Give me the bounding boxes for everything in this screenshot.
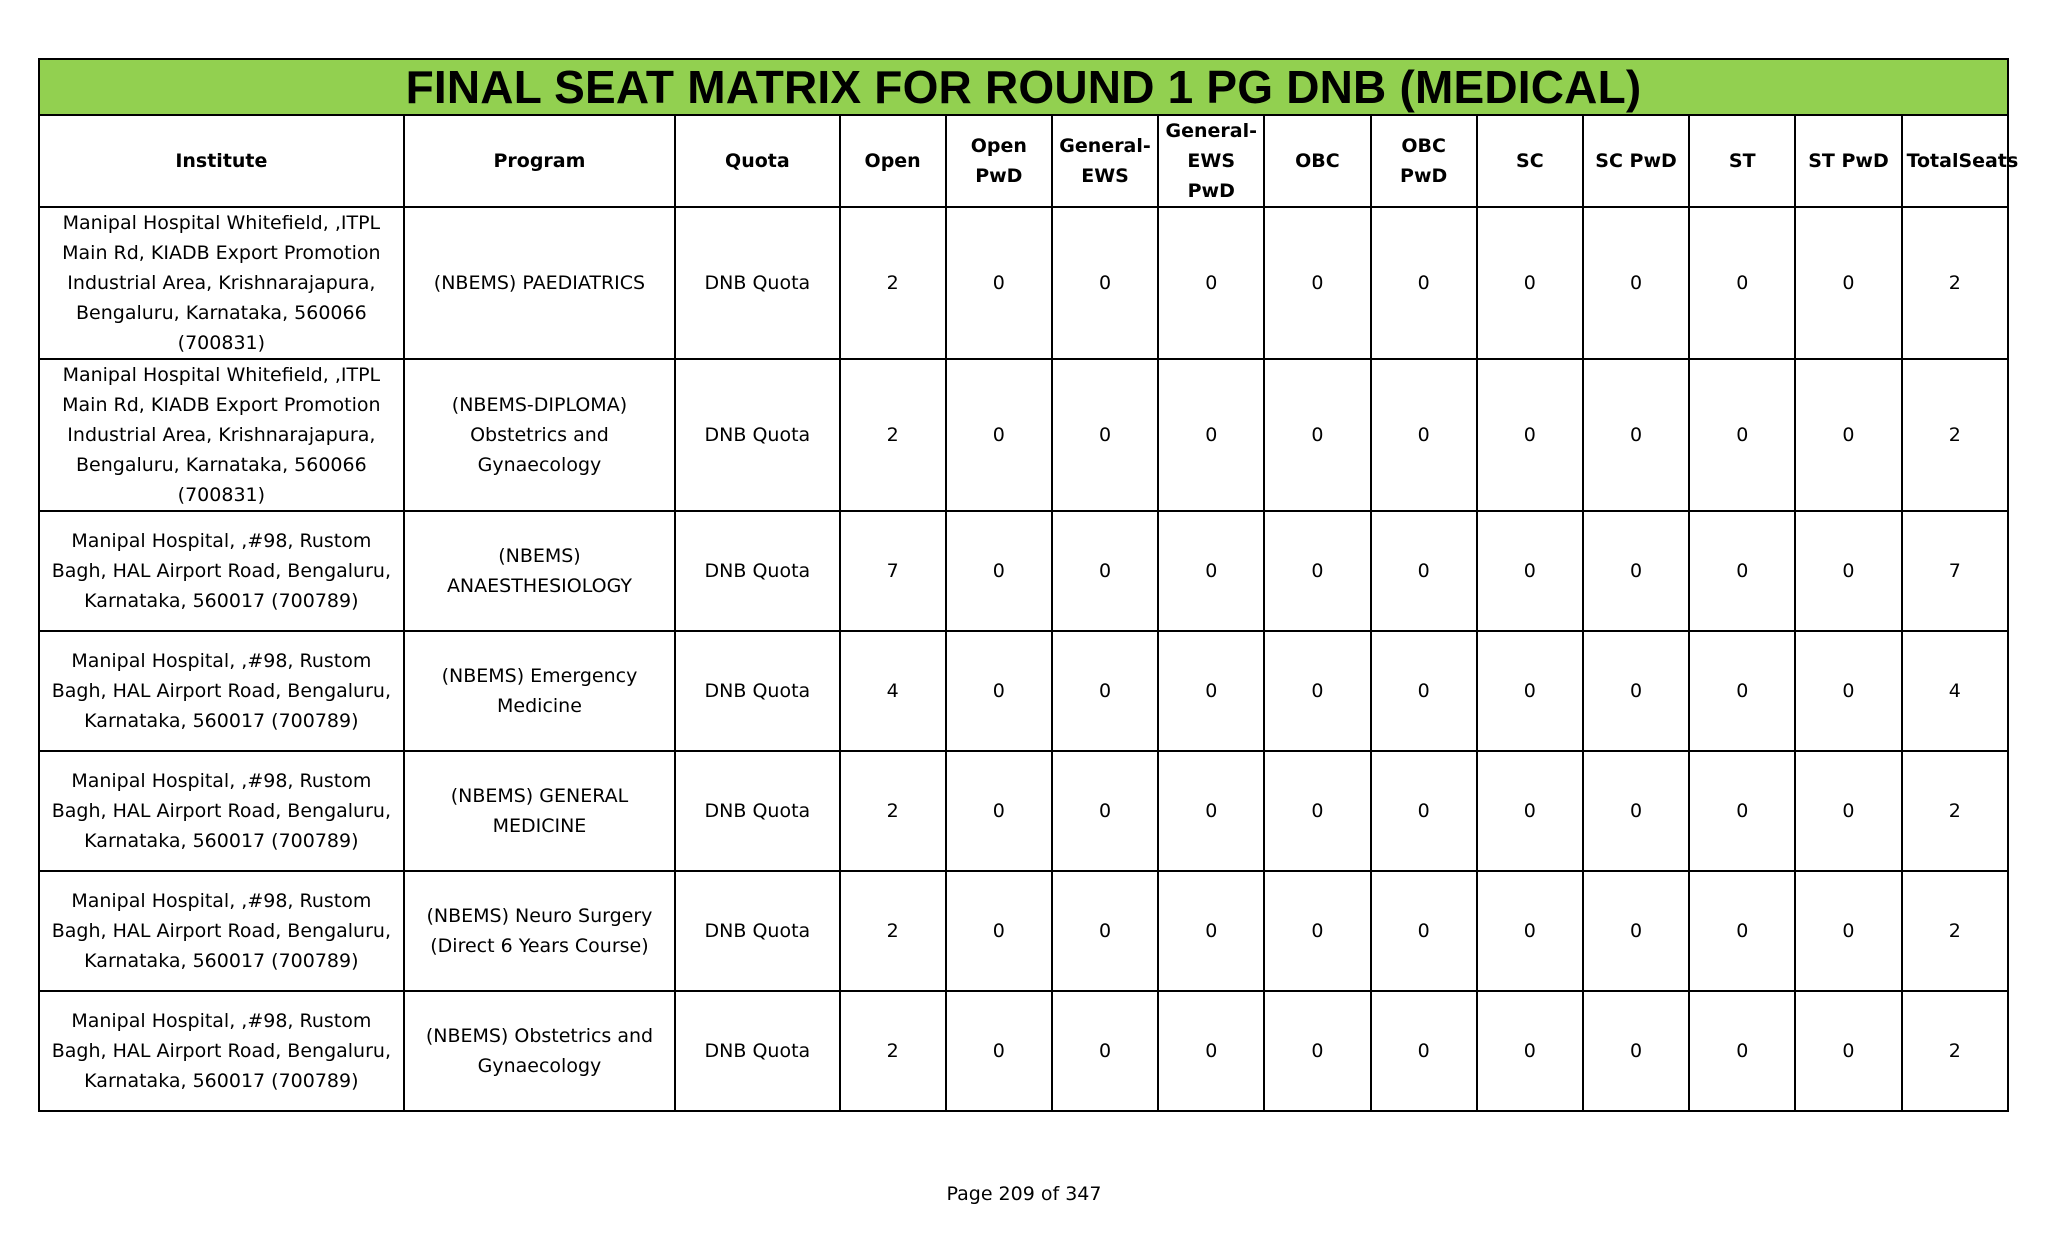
st-cell: 0 <box>1689 207 1795 359</box>
obc-cell: 0 <box>1264 207 1370 359</box>
obc-pwd-cell: 0 <box>1371 359 1477 511</box>
column-header-st-pwd: ST PwD <box>1795 115 1901 207</box>
institute-cell: Manipal Hospital, ,#98, Rustom Bagh, HAL Airport Road, Bengaluru, Karnataka, 560017 (700789) <box>39 991 404 1111</box>
st-pwd-cell: 0 <box>1795 751 1901 871</box>
column-header-st: ST <box>1689 115 1795 207</box>
general-ews-pwd-cell: 0 <box>1158 359 1264 511</box>
program-cell: (NBEMS) Emergency Medicine <box>404 631 676 751</box>
sc-pwd-cell: 0 <box>1583 991 1689 1111</box>
program-cell: (NBEMS) ANAESTHESIOLOGY <box>404 511 676 631</box>
sc-pwd-cell: 0 <box>1583 207 1689 359</box>
column-header-obc-pwd: OBC PwD <box>1371 115 1477 207</box>
quota-cell: DNB Quota <box>675 751 839 871</box>
column-header-sc-pwd: SC PwD <box>1583 115 1689 207</box>
column-header-open-pwd: Open PwD <box>946 115 1052 207</box>
table-row <box>39 207 2008 359</box>
quota-cell: DNB Quota <box>675 991 839 1111</box>
institute-cell: Manipal Hospital Whitefield, ,ITPL Main Rd, KIADB Export Promotion Industrial Area, Krishnarajapura, Bengaluru, Karnataka, 560066 (700831) <box>39 207 404 359</box>
open-pwd-cell: 0 <box>946 991 1052 1111</box>
total-seats-cell: 2 <box>1902 207 2008 359</box>
st-cell: 0 <box>1689 631 1795 751</box>
total-seats-cell: 2 <box>1902 359 2008 511</box>
column-header-institute: Institute <box>39 115 404 207</box>
quota-cell: DNB Quota <box>675 631 839 751</box>
obc-cell: 0 <box>1264 631 1370 751</box>
institute-cell: Manipal Hospital, ,#98, Rustom Bagh, HAL Airport Road, Bengaluru, Karnataka, 560017 (700789) <box>39 511 404 631</box>
general-ews-cell: 0 <box>1052 359 1158 511</box>
st-pwd-cell: 0 <box>1795 359 1901 511</box>
sc-pwd-cell: 0 <box>1583 631 1689 751</box>
st-pwd-cell: 0 <box>1795 207 1901 359</box>
open-cell: 2 <box>840 359 946 511</box>
program-cell: (NBEMS) Neuro Surgery (Direct 6 Years Course) <box>404 871 676 991</box>
sc-pwd-cell: 0 <box>1583 359 1689 511</box>
table-row <box>39 359 2008 511</box>
sc-cell: 0 <box>1477 359 1583 511</box>
column-header-general-ews-pwd: General-EWS PwD <box>1158 115 1264 207</box>
general-ews-cell: 0 <box>1052 631 1158 751</box>
general-ews-cell: 0 <box>1052 207 1158 359</box>
general-ews-cell: 0 <box>1052 511 1158 631</box>
quota-cell: DNB Quota <box>675 207 839 359</box>
open-pwd-cell: 0 <box>946 511 1052 631</box>
open-pwd-cell: 0 <box>946 631 1052 751</box>
general-ews-pwd-cell: 0 <box>1158 751 1264 871</box>
open-cell: 2 <box>840 751 946 871</box>
open-pwd-cell: 0 <box>946 751 1052 871</box>
open-pwd-cell: 0 <box>946 207 1052 359</box>
general-ews-pwd-cell: 0 <box>1158 207 1264 359</box>
total-seats-cell: 4 <box>1902 631 2008 751</box>
table-row <box>39 991 2008 1111</box>
sc-pwd-cell: 0 <box>1583 511 1689 631</box>
obc-pwd-cell: 0 <box>1371 751 1477 871</box>
sc-cell: 0 <box>1477 207 1583 359</box>
st-pwd-cell: 0 <box>1795 631 1901 751</box>
st-pwd-cell: 0 <box>1795 871 1901 991</box>
program-cell: (NBEMS-DIPLOMA) Obstetrics and Gynaecology <box>404 359 676 511</box>
column-header-total-seats: TotalSeats <box>1902 115 2008 207</box>
program-cell: (NBEMS) PAEDIATRICS <box>404 207 676 359</box>
quota-cell: DNB Quota <box>675 359 839 511</box>
obc-pwd-cell: 0 <box>1371 991 1477 1111</box>
general-ews-pwd-cell: 0 <box>1158 991 1264 1111</box>
institute-cell: Manipal Hospital, ,#98, Rustom Bagh, HAL Airport Road, Bengaluru, Karnataka, 560017 (700789) <box>39 751 404 871</box>
header-row <box>39 115 2008 207</box>
obc-cell: 0 <box>1264 359 1370 511</box>
general-ews-pwd-cell: 0 <box>1158 871 1264 991</box>
obc-pwd-cell: 0 <box>1371 511 1477 631</box>
column-header-quota: Quota <box>675 115 839 207</box>
page-title: FINAL SEAT MATRIX FOR ROUND 1 PG DNB (MEDICAL) <box>39 59 2008 115</box>
open-cell: 2 <box>840 991 946 1111</box>
general-ews-cell: 0 <box>1052 871 1158 991</box>
program-cell: (NBEMS) GENERAL MEDICINE <box>404 751 676 871</box>
general-ews-pwd-cell: 0 <box>1158 631 1264 751</box>
obc-cell: 0 <box>1264 751 1370 871</box>
column-header-open: Open <box>840 115 946 207</box>
quota-cell: DNB Quota <box>675 871 839 991</box>
column-header-sc: SC <box>1477 115 1583 207</box>
obc-pwd-cell: 0 <box>1371 871 1477 991</box>
sc-pwd-cell: 0 <box>1583 751 1689 871</box>
obc-cell: 0 <box>1264 511 1370 631</box>
page-number: Page 209 of 347 <box>946 1183 1102 1205</box>
st-cell: 0 <box>1689 511 1795 631</box>
table-row <box>39 751 2008 871</box>
institute-cell: Manipal Hospital, ,#98, Rustom Bagh, HAL Airport Road, Bengaluru, Karnataka, 560017 (700789) <box>39 871 404 991</box>
column-header-general-ews: General-EWS <box>1052 115 1158 207</box>
st-cell: 0 <box>1689 359 1795 511</box>
general-ews-cell: 0 <box>1052 991 1158 1111</box>
st-pwd-cell: 0 <box>1795 511 1901 631</box>
open-pwd-cell: 0 <box>946 359 1052 511</box>
sc-cell: 0 <box>1477 991 1583 1111</box>
table-row <box>39 871 2008 991</box>
institute-cell: Manipal Hospital, ,#98, Rustom Bagh, HAL Airport Road, Bengaluru, Karnataka, 560017 (700789) <box>39 631 404 751</box>
st-cell: 0 <box>1689 871 1795 991</box>
st-pwd-cell: 0 <box>1795 991 1901 1111</box>
table-row <box>39 511 2008 631</box>
open-cell: 4 <box>840 631 946 751</box>
title-row <box>39 59 2008 115</box>
obc-cell: 0 <box>1264 991 1370 1111</box>
st-cell: 0 <box>1689 991 1795 1111</box>
sc-cell: 0 <box>1477 631 1583 751</box>
total-seats-cell: 2 <box>1902 871 2008 991</box>
table-row <box>39 631 2008 751</box>
general-ews-pwd-cell: 0 <box>1158 511 1264 631</box>
obc-pwd-cell: 0 <box>1371 207 1477 359</box>
open-cell: 2 <box>840 207 946 359</box>
open-pwd-cell: 0 <box>946 871 1052 991</box>
column-header-program: Program <box>404 115 676 207</box>
obc-pwd-cell: 0 <box>1371 631 1477 751</box>
obc-cell: 0 <box>1264 871 1370 991</box>
total-seats-cell: 2 <box>1902 751 2008 871</box>
quota-cell: DNB Quota <box>675 511 839 631</box>
institute-cell: Manipal Hospital Whitefield, ,ITPL Main Rd, KIADB Export Promotion Industrial Area, Krishnarajapura, Bengaluru, Karnataka, 560066 (700831) <box>39 359 404 511</box>
program-cell: (NBEMS) Obstetrics and Gynaecology <box>404 991 676 1111</box>
sc-cell: 0 <box>1477 511 1583 631</box>
column-header-obc: OBC <box>1264 115 1370 207</box>
sc-pwd-cell: 0 <box>1583 871 1689 991</box>
open-cell: 2 <box>840 871 946 991</box>
general-ews-cell: 0 <box>1052 751 1158 871</box>
total-seats-cell: 7 <box>1902 511 2008 631</box>
total-seats-cell: 2 <box>1902 991 2008 1111</box>
seat-matrix-table <box>38 58 2019 1112</box>
sc-cell: 0 <box>1477 871 1583 991</box>
open-cell: 7 <box>840 511 946 631</box>
st-cell: 0 <box>1689 751 1795 871</box>
sc-cell: 0 <box>1477 751 1583 871</box>
